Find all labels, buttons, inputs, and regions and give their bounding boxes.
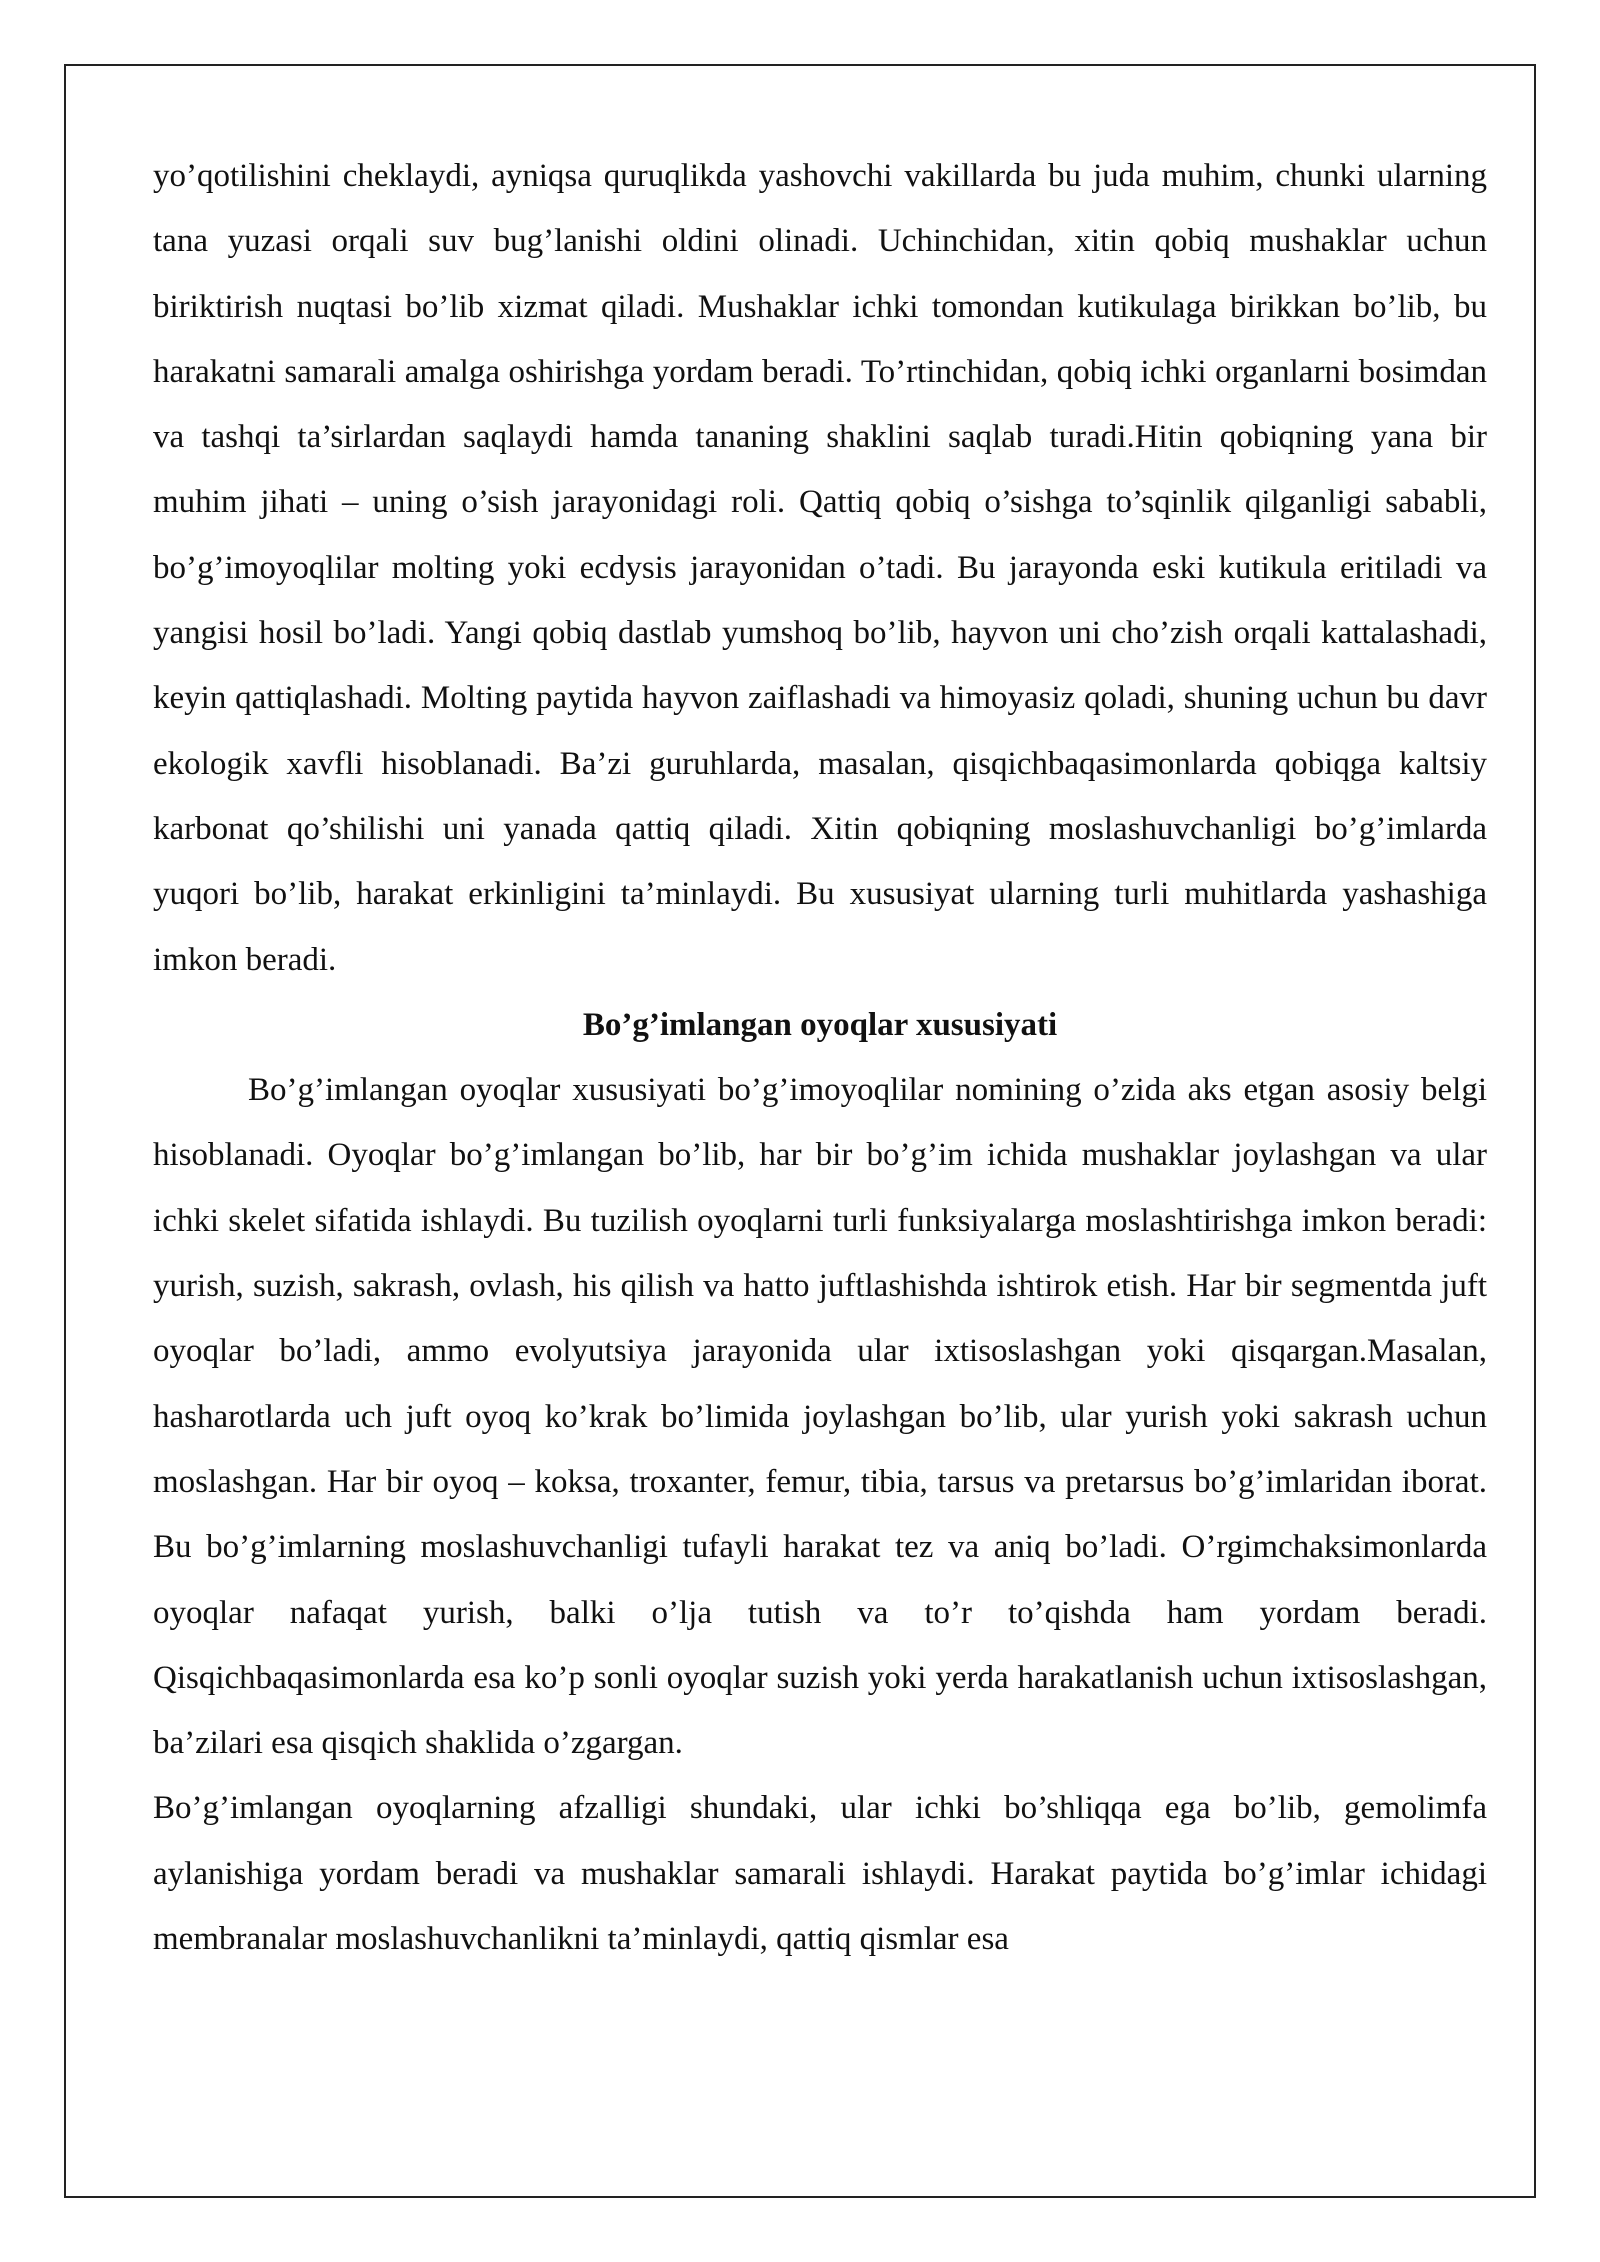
- body-paragraph-2: Bo’g’imlangan oyoqlar xususiyati bo’g’imoyoqlilar nomining o’zida aks etgan asosiy belgi hisoblanadi. Oyoqlar bo’g’imlangan bo’lib, har bir bo’g’im ichida mushaklar joylashgan va ular ichki skelet sifatida ishlaydi. Bu tuzilish oyoqlarni turli funksiyalarga moslashtirishga imkon beradi: yurish, suzish, sakrash, ovlash, his qilish va hatto juftlashishda ishtirok etish. Har bir segmentda juft oyoqlar bo’ladi, ammo evolyutsiya jarayonida ular ixtisoslashgan yoki qisqargan.Masalan, hasharotlarda uch juft oyoq ko’krak bo’limida joylashgan bo’lib, ular yurish yoki sakrash uchun moslashgan. Har bir oyoq – koksa, troxanter, femur, tibia, tarsus va pretarsus bo’g’imlaridan iborat. Bu bo’g’imlarning moslashuvchanligi tufayli harakat tez va aniq bo’ladi. O’rgimchaksimonlarda oyoqlar nafaqat yurish, balki o’lja tutish va to’r to’qishda ham yordam beradi. Qisqichbaqasimonlarda esa ko’p sonli oyoqlar suzish yoki yerda harakatlanish uchun ixtisoslashgan, ba’zilari esa qisqich shaklida o’zgargan.: [153, 1072, 1487, 1762]
- section-heading: Bo’g’imlangan oyoqlar xususiyati: [582, 1006, 1058, 1043]
- body-paragraph-3: Bo’g’imlangan oyoqlarning afzalligi shundaki, ular ichki bo’shliqqa ega bo’lib, gemolimfa aylanishiga yordam beradi va mushaklar samarali ishlaydi. Harakat paytida bo’g’imlar ichidagi membranalar moslashuvchanlikni ta’minlaydi, qattiq qismlar esa: [153, 1790, 1487, 1958]
- body-paragraph-1: yo’qotilishini cheklaydi, ayniqsa quruqlikda yashovchi vakillarda bu juda muhim, chunki ularning tana yuzasi orqali suv bug’lanishi oldini olinadi. Uchinchidan, xitin qobiq mushaklar uchun biriktirish nuqtasi bo’lib xizmat qiladi. Mushaklar ichki tomondan kutikulaga birikkan bo’lib, bu harakatni samarali amalga oshirishga yordam beradi. To’rtinchidan, qobiq ichki organlarni bosimdan va tashqi ta’sirlardan saqlaydi hamda tananing shaklini saqlab turadi.Hitin qobiqning yana bir muhim jihati – uning o’sish jarayonidagi roli. Qattiq qobiq o’sishga to’sqinlik qilganligi sababli, bo’g’imoyoqlilar molting yoki ecdysis jarayonidan o’tadi. Bu jarayonda eski kutikula eritiladi va yangisi hosil bo’ladi. Yangi qobiq dastlab yumshoq bo’lib, hayvon uni cho’zish orqali kattalashadi, keyin qattiqlashadi. Molting paytida hayvon zaiflashadi va himoyasiz qoladi, shuning uchun bu davr ekologik xavfli hisoblanadi. Ba’zi guruhlarda, masalan, qisqichbaqasimonlarda qobiqga kaltsiy karbonat qo’shilishi uni yanada qattiq qiladi. Xitin qobiqning moslashuvchanligi bo’g’imlarda yuqori bo’lib, harakat erkinligini ta’minlaydi. Bu xususiyat ularning turli muhitlarda yashashiga imkon beradi.: [153, 158, 1487, 978]
- document-body: [153, 144, 1487, 1972]
